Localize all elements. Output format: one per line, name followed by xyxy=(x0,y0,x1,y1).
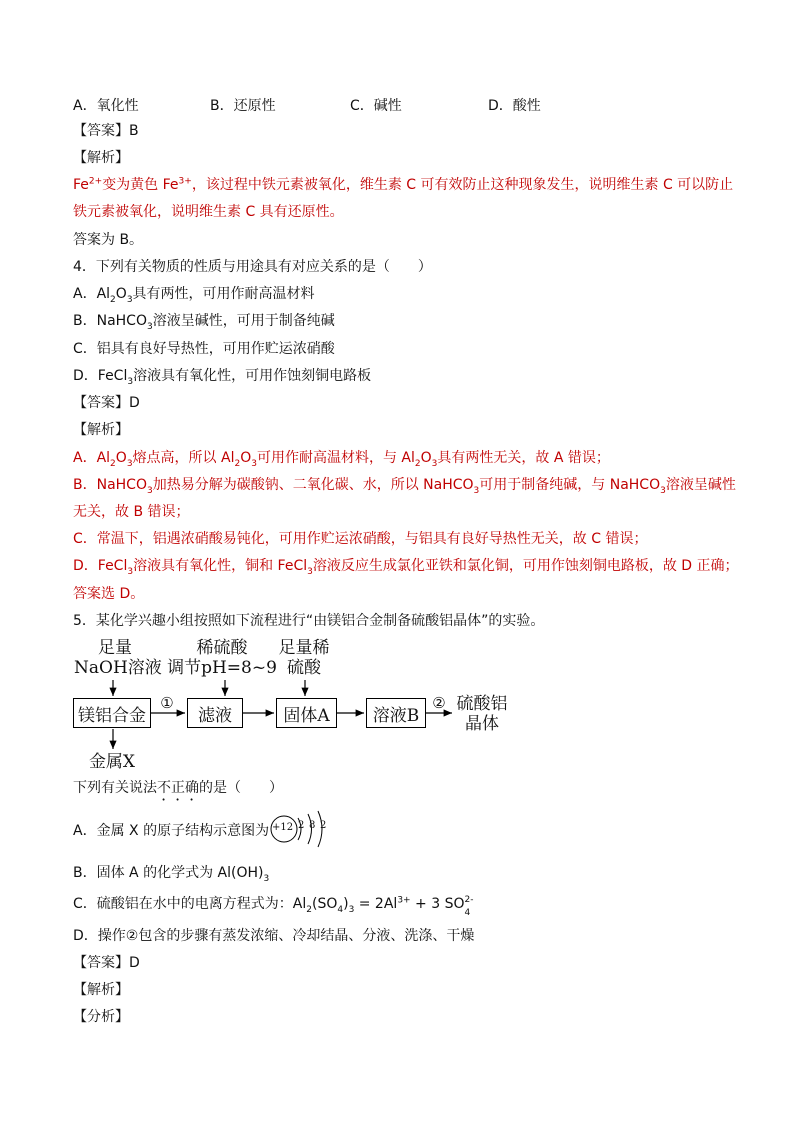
flow-box-alloy: 镁铝合金 xyxy=(73,698,151,728)
flow-label-dilute-acid: 稀硫酸 调节pH=8~9 xyxy=(167,638,277,678)
flow-product: 硫酸铝 晶体 xyxy=(456,694,508,734)
q3-option-d: D．酸性 xyxy=(488,98,541,114)
atom-shell-1-count: 2 xyxy=(298,820,305,831)
q4-final: 答案选 D。 xyxy=(73,586,145,602)
q4-option-b: B．NaHCO$_3$溶液呈碱性，可用于制备纯碱 xyxy=(73,313,335,332)
q5-option-d: D．操作②包含的步骤有蒸发浓缩、冷却结晶、分液、洗涤、干燥 xyxy=(73,928,475,944)
flow-label-naoh: 足量 NaOH溶液 xyxy=(74,638,162,678)
atom-shell-2-count: 8 xyxy=(309,820,316,831)
q3-explanation-line1: $Fe^{2+}$变为黄色 $Fe^{3+}$，该过程中铁元素被氧化，维生素 C 可有效防止这种现象发生，说明维生素 C 可以防止 xyxy=(73,176,734,193)
q4-option-a: A．$Al_2O_3$具有两性，可用作耐高温材料 xyxy=(73,286,315,305)
q5-stem: 5．某化学兴趣小组按照如下流程进行“由镁铝合金制备硫酸铝晶体”的实验。 xyxy=(73,613,545,629)
atom-structure-diagram xyxy=(268,806,332,852)
flow-box-solid-a: 固体A xyxy=(276,698,337,728)
q3-final: 答案为 B。 xyxy=(73,232,144,248)
q3-explanation-line2: 铁元素被氧化，说明维生素 C 具有还原性。 xyxy=(73,204,344,220)
q4-option-c: C．铝具有良好导热性，可用作贮运浓硝酸 xyxy=(73,341,335,357)
q4-option-d: D．FeCl$_3$溶液具有氧化性，可用作蚀刻铜电路板 xyxy=(73,368,372,387)
q5-answer: 【答案】D xyxy=(73,955,140,971)
q5-analysis-label: 【解析】 xyxy=(73,982,129,998)
q5-option-c: C．硫酸铝在水中的电离方程式为：$Al_2(SO_4)_3 = 2Al^{3+} + 3$ SO 2- 4 xyxy=(73,895,475,913)
sulfate-charge: 2- xyxy=(464,895,474,905)
atom-shell-3-count: 2 xyxy=(320,820,327,831)
flow-box-solution-b: 溶液B xyxy=(366,698,426,728)
q3-answer: 【答案】B xyxy=(73,123,139,139)
q5-fenxi-label: 【分析】 xyxy=(73,1009,129,1025)
q4-explanation-b: B．NaHCO$_3$加热易分解为碳酸钠、二氧化碳、水，所以 NaHCO$_3$可用于制备纯碱，与 NaHCO$_3$溶液呈碱性 xyxy=(73,477,736,496)
q4-explanation-c: C．常温下，铝遇浓硝酸易钝化，可用作贮运浓硝酸，与铝具有良好导热性无关，故 C 错误； xyxy=(73,531,648,547)
q5-option-b: B．固体 A 的化学式为 $Al(OH)_3$ xyxy=(73,865,270,884)
flow-label-excess-acid: 足量稀 硫酸 xyxy=(278,638,330,678)
q4-explanation-d: D．FeCl$_3$溶液具有氧化性，铜和 FeCl$_3$溶液反应生成氯化亚铁和氯化铜，可用作蚀刻铜电路板，故 D 正确； xyxy=(73,558,739,577)
q3-analysis-label: 【解析】 xyxy=(73,150,129,166)
flow-metal-x: 金属X xyxy=(88,752,136,772)
flow-step-1: ① xyxy=(160,694,174,712)
q4-explanation-b-cont: 无关，故 B 错误； xyxy=(73,504,190,520)
atom-nucleus-charge: +12 xyxy=(272,822,294,833)
q3-option-a: A．氧化性 xyxy=(73,98,139,114)
flow-step-2: ② xyxy=(432,694,446,712)
q4-explanation-a: A．$Al_2O_3$熔点高，所以 $Al_2O_3$可用作耐高温材料，与 $Al_2O_3$具有两性无关，故 A 错误； xyxy=(73,450,610,469)
q5-question: 下列有关说法不正确的是（ ） xyxy=(73,780,283,796)
sulfate-subscript: 4 xyxy=(464,908,471,918)
q5-option-a: A．金属 X 的原子结构示意图为 xyxy=(73,823,270,839)
flow-box-filtrate: 滤液 xyxy=(187,698,243,728)
q3-option-b: B．还原性 xyxy=(210,98,276,114)
q3-option-c: C．碱性 xyxy=(350,98,402,114)
q4-stem: 4．下列有关物质的性质与用途具有对应关系的是（ ） xyxy=(73,259,432,275)
q4-analysis-label: 【解析】 xyxy=(73,422,129,438)
q4-answer: 【答案】D xyxy=(73,395,140,411)
